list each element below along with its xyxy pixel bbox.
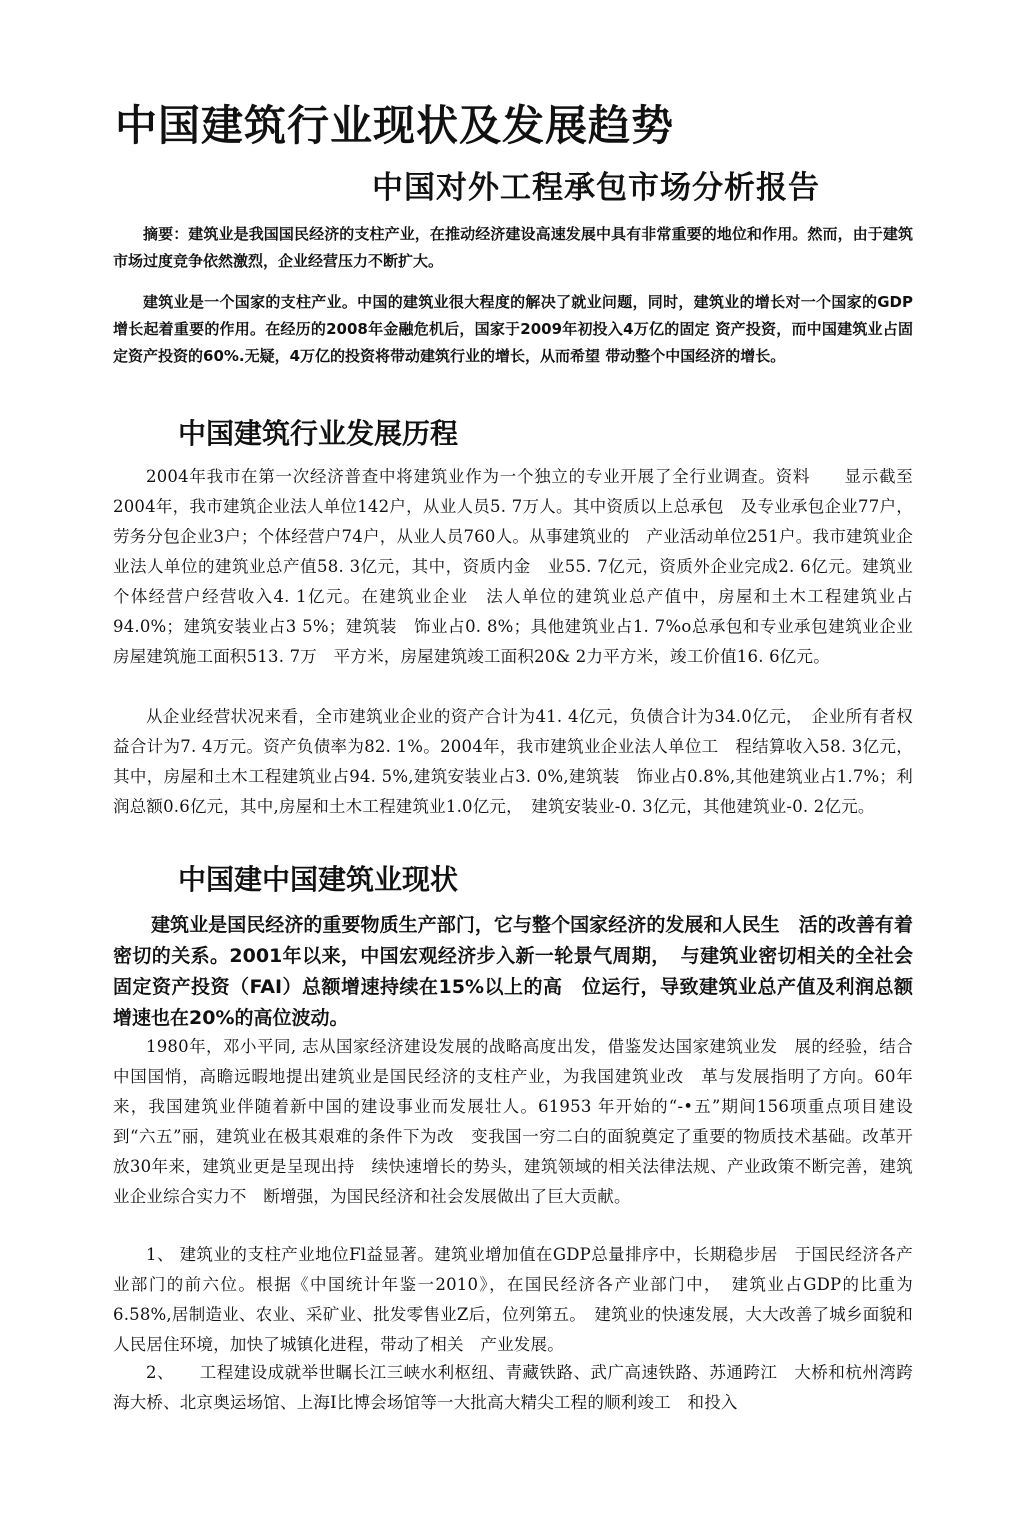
history-paragraph-2: 从企业经营状况来看，全市建筑业企业的资产合计为41. 4亿元，负债合计为34.0亿元， 企业所有者权益合计为7. 4万元。资产负债率为82. 1%。2004年，我市建筑业企业法人单位工 程结算收入58. 3亿元，其中，房屋和土木工程建筑业占94. 5%,建筑安装业占3. 0%,建筑装 饰业占0.8%,其他建筑业占1.7%；利润总额0.6亿元，其中,房屋和土木工程建筑业1.0亿元， 建筑安装业-0. 3亿元，其他建筑业-0. 2亿元。 <box>113 707 913 816</box>
history-paragraph-1: 2004年我市在第一次经济普查中将建筑业作为一个独立的专业开展了全行业调查。资料 显示截至2004年，我市建筑企业法人单位142户，从业人员5. 7万人。其中资质以上总承包 及专业承包企业77户，劳务分包企业3户；个体经营户74户，从业人员760人。从事建筑业的 产业活动单位251户。我市建筑业企业法人单位的建筑业总产值58. 3亿元，其中，资质内金 业55. 7亿元，资质外企业完成2. 6亿元。建筑业个体经营户经营收入4. 1亿元。在建筑业企业 法人单位的建筑业总产值中，房屋和土木工程建筑业占94.0%；建筑安装业占3 5%；建筑装 饰业占0. 8%；具他建筑业占1. 7%o总承包和专业承包建筑业企业房屋建筑施工面积513. 7万 平方米，房屋建筑竣工面积20& 2力平方米，竣工价值16. 6亿元。 <box>113 467 913 666</box>
status-lead-paragraph: 建筑业是国民经济的重要物质生产部门，它与整个国家经济的发展和人民生 活的改善有着密切的关系。2001年以来，中国宏观经济步入新一轮景气周期， 与建筑业密切相关的全社会固定资产投资（FAI）总额增速持续在15%以上的高 位运行，导致建筑业总产值及利润总额增速也在20%的高位波动。 <box>113 914 913 1029</box>
abstract-paragraph: 摘要：建筑业是我国国民经济的支柱产业，在推动经济建设高速发展中具有非常重要的地位和作用。然而，由于建筑市场过度竞争依然激烈，企业经营压力不断扩大。 <box>113 225 913 270</box>
status-paragraph-3: 2、 工程建设成就举世瞩长江三峡水利枢纽、青藏铁路、武广高速铁路、苏通跨江 大桥和杭州湾跨海大桥、北京奥运场馆、上海I比博会场馆等一大批高大精尖工程的顺利竣工 和投入 <box>113 1363 913 1412</box>
status-paragraph-2: 1、 建筑业的支柱产业地位Fl益显著。建筑业增加值在GDP总量排序中，长期稳步居 于国民经济各产业部门的前六位。根据《中国统计年鉴一2010》，在国民经济各产业部门中， 建筑业占GDP的比重为6.58%,居制造业、农业、采矿业、批发零售业Z后，位列第五。 建筑业的快速发展，大大改善了城乡面貌和人民居住环境，加快了城镇化进程，带动了相关 产业发展。 <box>113 1245 913 1354</box>
document-subtitle: 中国对外工程承包市场分析报告 <box>372 170 820 206</box>
document-title: 中国建筑行业现状及发展趋势 <box>115 101 675 150</box>
section-heading-status: 中国建中国建筑业现状 <box>178 863 459 896</box>
section-heading-history: 中国建筑行业发展历程 <box>178 417 459 450</box>
status-paragraph-1: 1980年，邓小平同, 志从国家经济建设发展的战略高度出发，借鉴发达国家建筑业发 展的经验，结合中国国悄，高瞻远暇地提出建筑业是国民经济的支柱产业，为我国建筑业改 革与发展指明了方向。60年来，我国建筑业伴随着新中国的建设事业而发展壮人。61953 年开始的“-•五”期间156项重点项目建设到“六五”丽，建筑业在极其艰难的条件下为改 变我国一穷二白的面貌奠定了重要的物质技术基础。改革开放30年来，建筑业更是呈现出持 续快速增长的势头，建筑领域的相关法律法规、产业政策不断完善，建筑业企业综合实力不 断增强，为国民经济和社会发展做出了巨大贡献。 <box>113 1037 913 1206</box>
intro-paragraph: 建筑业是一个国家的支柱产业。中国的建筑业很大程度的解决了就业问题，同时，建筑业的增长对一个国家的GDP增长起着重要的作用。在经历的2008年金融危机后，国家于2009年初投入4万亿的固定 资产投资，而中国建筑业占固定资产投资的60%.无疑，4万亿的投资将带动建筑行业的增长，从而希望 带动整个中国经济的增长。 <box>113 293 913 365</box>
